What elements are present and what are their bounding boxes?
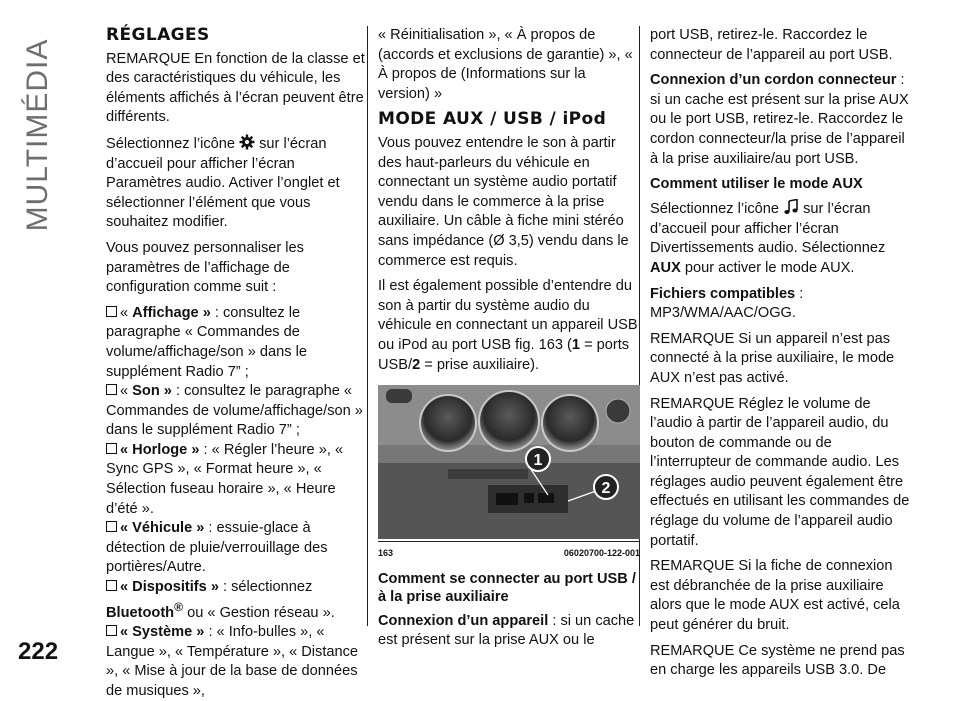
bullet-box-icon (106, 443, 117, 454)
paragraph-select-icon-post: sur l’écran d’accueil pour afficher l’écran Paramètres audio. Activer l’onglet et sélectionner l’élément que vous souhaitez modifier. (106, 135, 340, 231)
music-note-icon (783, 199, 799, 215)
bullet-box-icon (106, 306, 117, 317)
section-side-label (8, 20, 68, 250)
section-side-label-text: MULTIMÉDIA (21, 38, 54, 232)
paragraph-continued-usb: port USB, retirez-le. Raccordez le connecteur de l’appareil au port USB. (650, 27, 893, 63)
column-3 (650, 26, 912, 687)
paragraph-note-4: REMARQUE Ce système ne prend pas en charge les appareils USB 3.0. De (650, 642, 905, 679)
paragraph-remark: REMARQUE En fonction de la classe et des caractéristiques du véhicule, les éléments affichés à l’écran peuvent être différents. (106, 50, 365, 126)
dashboard-photo (378, 385, 640, 539)
section-title-reglages: RÉGLAGES (106, 25, 210, 45)
figure-caption (378, 541, 640, 564)
bullet-box-icon (106, 521, 117, 532)
paragraph-note-2: REMARQUE Réglez le volume de l’audio à partir de l’appareil audio, du bouton de commande ou de l’interrupteur de commande audio. Les réglages audio peuvent également être effectués en utilisant les commandes de réglage du volume de l’appareil audio portatif. (650, 395, 910, 549)
paragraph-connect-device: Connexion d’un appareil : si un cache est présent sur la prise AUX ou le (378, 612, 635, 649)
paragraph-usb-ports: Il est également possible d’entendre du son à partir du système audio du véhicule en connectant un appareil USB ou iPod au port USB fig. 163 (1 = ports USB/2 = prise auxiliaire). (378, 278, 638, 373)
list-item-son: « Son » : consultez le paragraphe « Commandes de volume/affichage/son » dans le supplément Radio 7” ; (106, 383, 363, 439)
figure-163 (378, 385, 640, 564)
bullet-box-icon (106, 580, 117, 591)
column-1 (106, 26, 368, 701)
list-item-affichage: « Affichage » : consultez le paragraphe « Commandes de volume/affichage/son » dans le supplément Radio 7” ; (106, 304, 307, 380)
callout-1: 1 (533, 452, 543, 470)
paragraph-select-aux: Sélectionnez l’icône sur l’écran d’accueil pour afficher l’écran Divertissements audio. Sélectionnez AUX pour activer le mode AUX. (650, 201, 886, 276)
figure-number: 163 (378, 548, 394, 559)
paragraph-select-icon (106, 134, 368, 233)
paragraph-note-3: REMARQUE Si la fiche de connexion est débranchée de la prise auxiliaire alors que le mode AUX est activé, cela peut générer du bruit. (650, 558, 900, 634)
list-item-horloge: « Horloge » : « Régler l’heure », « Sync GPS », « Format heure », « Sélection fuseau horaire », « Heure d’été ». (106, 441, 344, 517)
paragraph-connect-cord: Connexion d’un cordon connecteur : si un cache est présent sur la prise AUX ou le port USB, retirez-le. Raccordez le cordon connecteur/la prise de l’appareil à la prise auxiliaire/au port USB. (650, 72, 909, 167)
paragraph-note-1: REMARQUE Si un appareil n’est pas connecté à la prise auxiliaire, le mode AUX n’est pas activé. (650, 330, 895, 386)
list-item-dispositifs: « Dispositifs » : sélectionnez Bluetooth® ou « Gestion réseau ». (106, 579, 335, 621)
paragraph-customize: Vous pouvez personnaliser les paramètres de l’affichage de configuration comme suit : (106, 239, 304, 296)
figure-code: 06020700-122-001 (563, 548, 640, 559)
subheading-use-aux: Comment utiliser le mode AUX (650, 176, 863, 193)
dashboard-illustration (378, 385, 640, 539)
paragraph-continued: « Réinitialisation », « À propos de (accords et exclusions de garantie) », « À propos de (Informations sur la version) » (378, 27, 633, 102)
bullet-box-icon (106, 625, 117, 636)
gear-icon (239, 134, 255, 150)
paragraph-select-icon-pre: Sélectionnez l’icône (106, 135, 235, 152)
section-title-aux-usb-ipod: MODE AUX / USB / iPod (378, 109, 607, 130)
bullet-box-icon (106, 384, 117, 395)
list-item-vehicule: « Véhicule » : essuie-glace à détection de pluie/verrouillage des portières/Autre. (106, 520, 328, 576)
paragraph-compatible-files: Fichiers compatibles : MP3/WMA/AAC/OGG. (650, 285, 804, 322)
paragraph-aux-intro: Vous pouvez entendre le son à partir des haut-parleurs du véhicule en connectant un système audio portatif vendu dans le commerce à la prise auxiliaire. Un câble à fiche mini stéréo sans impédance (Ø 3,5) vendu dans le commerce est requis. (378, 134, 629, 269)
callout-2: 2 (601, 480, 611, 498)
subheading-how-to-connect: Comment se connecter au port USB / à la prise auxiliaire (378, 570, 636, 605)
page-number: 222 (18, 638, 59, 665)
column-2 (378, 26, 640, 657)
list-item-systeme: « Système » : « Info-bulles », « Langue », « Température », « Distance », « Mise à jour de la base de données de musiques », (106, 624, 359, 699)
